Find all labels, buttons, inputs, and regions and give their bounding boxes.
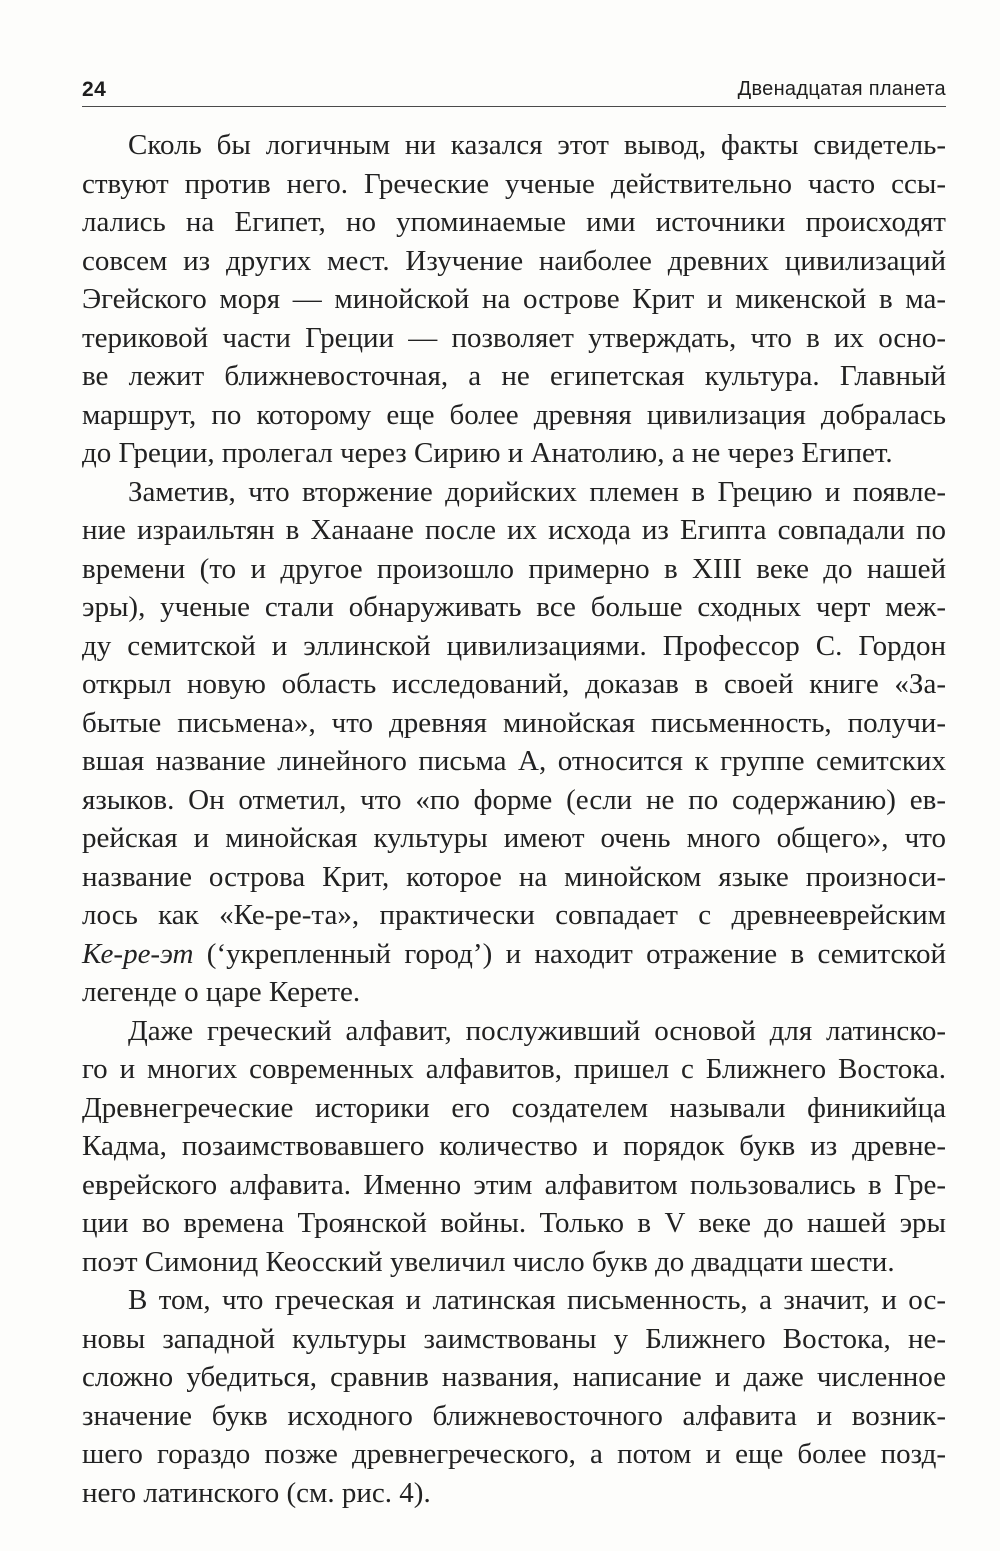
text-line: В том, что греческая и латинская письменность, а значит, и ос- — [128, 1284, 946, 1316]
text-line: до Греции, пролегал через Сирию и Анатолию, а не через Египет. — [82, 437, 893, 469]
text-line: Кадма, позаимствовавшего количество и порядок букв из древне- — [82, 1130, 946, 1162]
italic-term: Ке-ре-эт — [82, 937, 194, 970]
text-line: лались на Египет, но упоминаемые ими источники происходят — [82, 206, 946, 238]
text-line: Заметив, что вторжение дорийских племен в Грецию и появле- — [128, 475, 946, 508]
text-line-with-italic — [82, 935, 946, 974]
text-line: сложно убедиться, сравнив названия, написание и даже численное — [82, 1361, 946, 1393]
paragraph-1 — [82, 126, 946, 473]
text-line: шего гораздо позже древнегреческого, а потом и еще более позд- — [82, 1438, 946, 1470]
text-line: ние израильтян в Ханаане после их исхода из Египта совпадали по — [82, 514, 946, 546]
text-line: ду семитской и эллинской цивилизациями. Профессор С. Гордон — [82, 629, 946, 662]
text-line: Древнегреческие историки его создателем называли финикийца — [82, 1091, 946, 1124]
body-text — [82, 126, 946, 1512]
paragraph-3 — [82, 1012, 946, 1282]
text-line: название острова Крит, которое на минойском языке произноси- — [82, 860, 946, 893]
text-line: ствуют против него. Греческие ученые действительно часто ссы- — [82, 167, 946, 200]
text-line: совсем из других мест. Изучение наиболее древних цивилизаций — [82, 244, 946, 277]
text-line: Даже греческий алфавит, послуживший основой для латинско- — [128, 1014, 946, 1047]
text-line: ве лежит ближневосточная, а не египетская культура. Главный — [82, 360, 946, 392]
text-line: го и многих современных алфавитов, пришел с Ближнего Востока. — [82, 1053, 946, 1085]
text-line: легенде о царе Керете. — [82, 976, 361, 1008]
text-line: маршрут, по которому еще более древняя цивилизация добралась — [82, 398, 946, 431]
paragraph-4 — [82, 1281, 946, 1512]
text-line: поэт Симонид Кеосский увеличил число букв до двадцати шести. — [82, 1245, 895, 1278]
text-line: Эгейского моря — минойской на острове Крит и микенской в ма- — [82, 283, 946, 315]
running-header — [82, 72, 946, 107]
text-line: него латинского (см. рис. 4). — [82, 1476, 431, 1509]
text-line: времени (то и другое произошло примерно в XIII веке до нашей — [82, 552, 946, 585]
text-line: языков. Он отметил, что «по форме (если не по содержанию) ев- — [82, 783, 946, 816]
text-line: рейская и минойская культуры имеют очень много общего», что — [82, 822, 946, 854]
text-line: ции во времена Троянской войны. Только в V веке до нашей эры — [82, 1207, 946, 1239]
text-line: еврейского алфавита. Именно этим алфавитом пользовались в Гре- — [82, 1168, 946, 1201]
text-line: открыл новую область исследований, доказав в своей книге «За- — [82, 668, 946, 700]
text-line-rest: (‘укрепленный город’) и находит отражение в семитской — [193, 937, 946, 970]
text-line: эры), ученые стали обнаруживать все больше сходных черт меж- — [82, 591, 946, 623]
text-line: лось как «Ке-ре-та», практически совпадает с древнееврейским — [82, 899, 946, 931]
text-line: вшая название линейного письма А, относится к группе семитских — [82, 745, 946, 777]
page-number: 24 — [82, 78, 107, 101]
paragraph-2 — [82, 473, 946, 1012]
text-line: значение букв исходного ближневосточного алфавита и возник- — [82, 1399, 946, 1432]
text-line: териковой части Греции — позволяет утверждать, что в их осно- — [82, 321, 946, 354]
text-line: Сколь бы логичным ни казался этот вывод, факты свидетель- — [128, 129, 946, 161]
book-title: Двенадцатая планета — [737, 78, 946, 100]
text-line: бытые письмена», что древняя минойская письменность, получи- — [82, 706, 946, 739]
text-line: новы западной культуры заимствованы у Ближнего Востока, не- — [82, 1322, 946, 1355]
